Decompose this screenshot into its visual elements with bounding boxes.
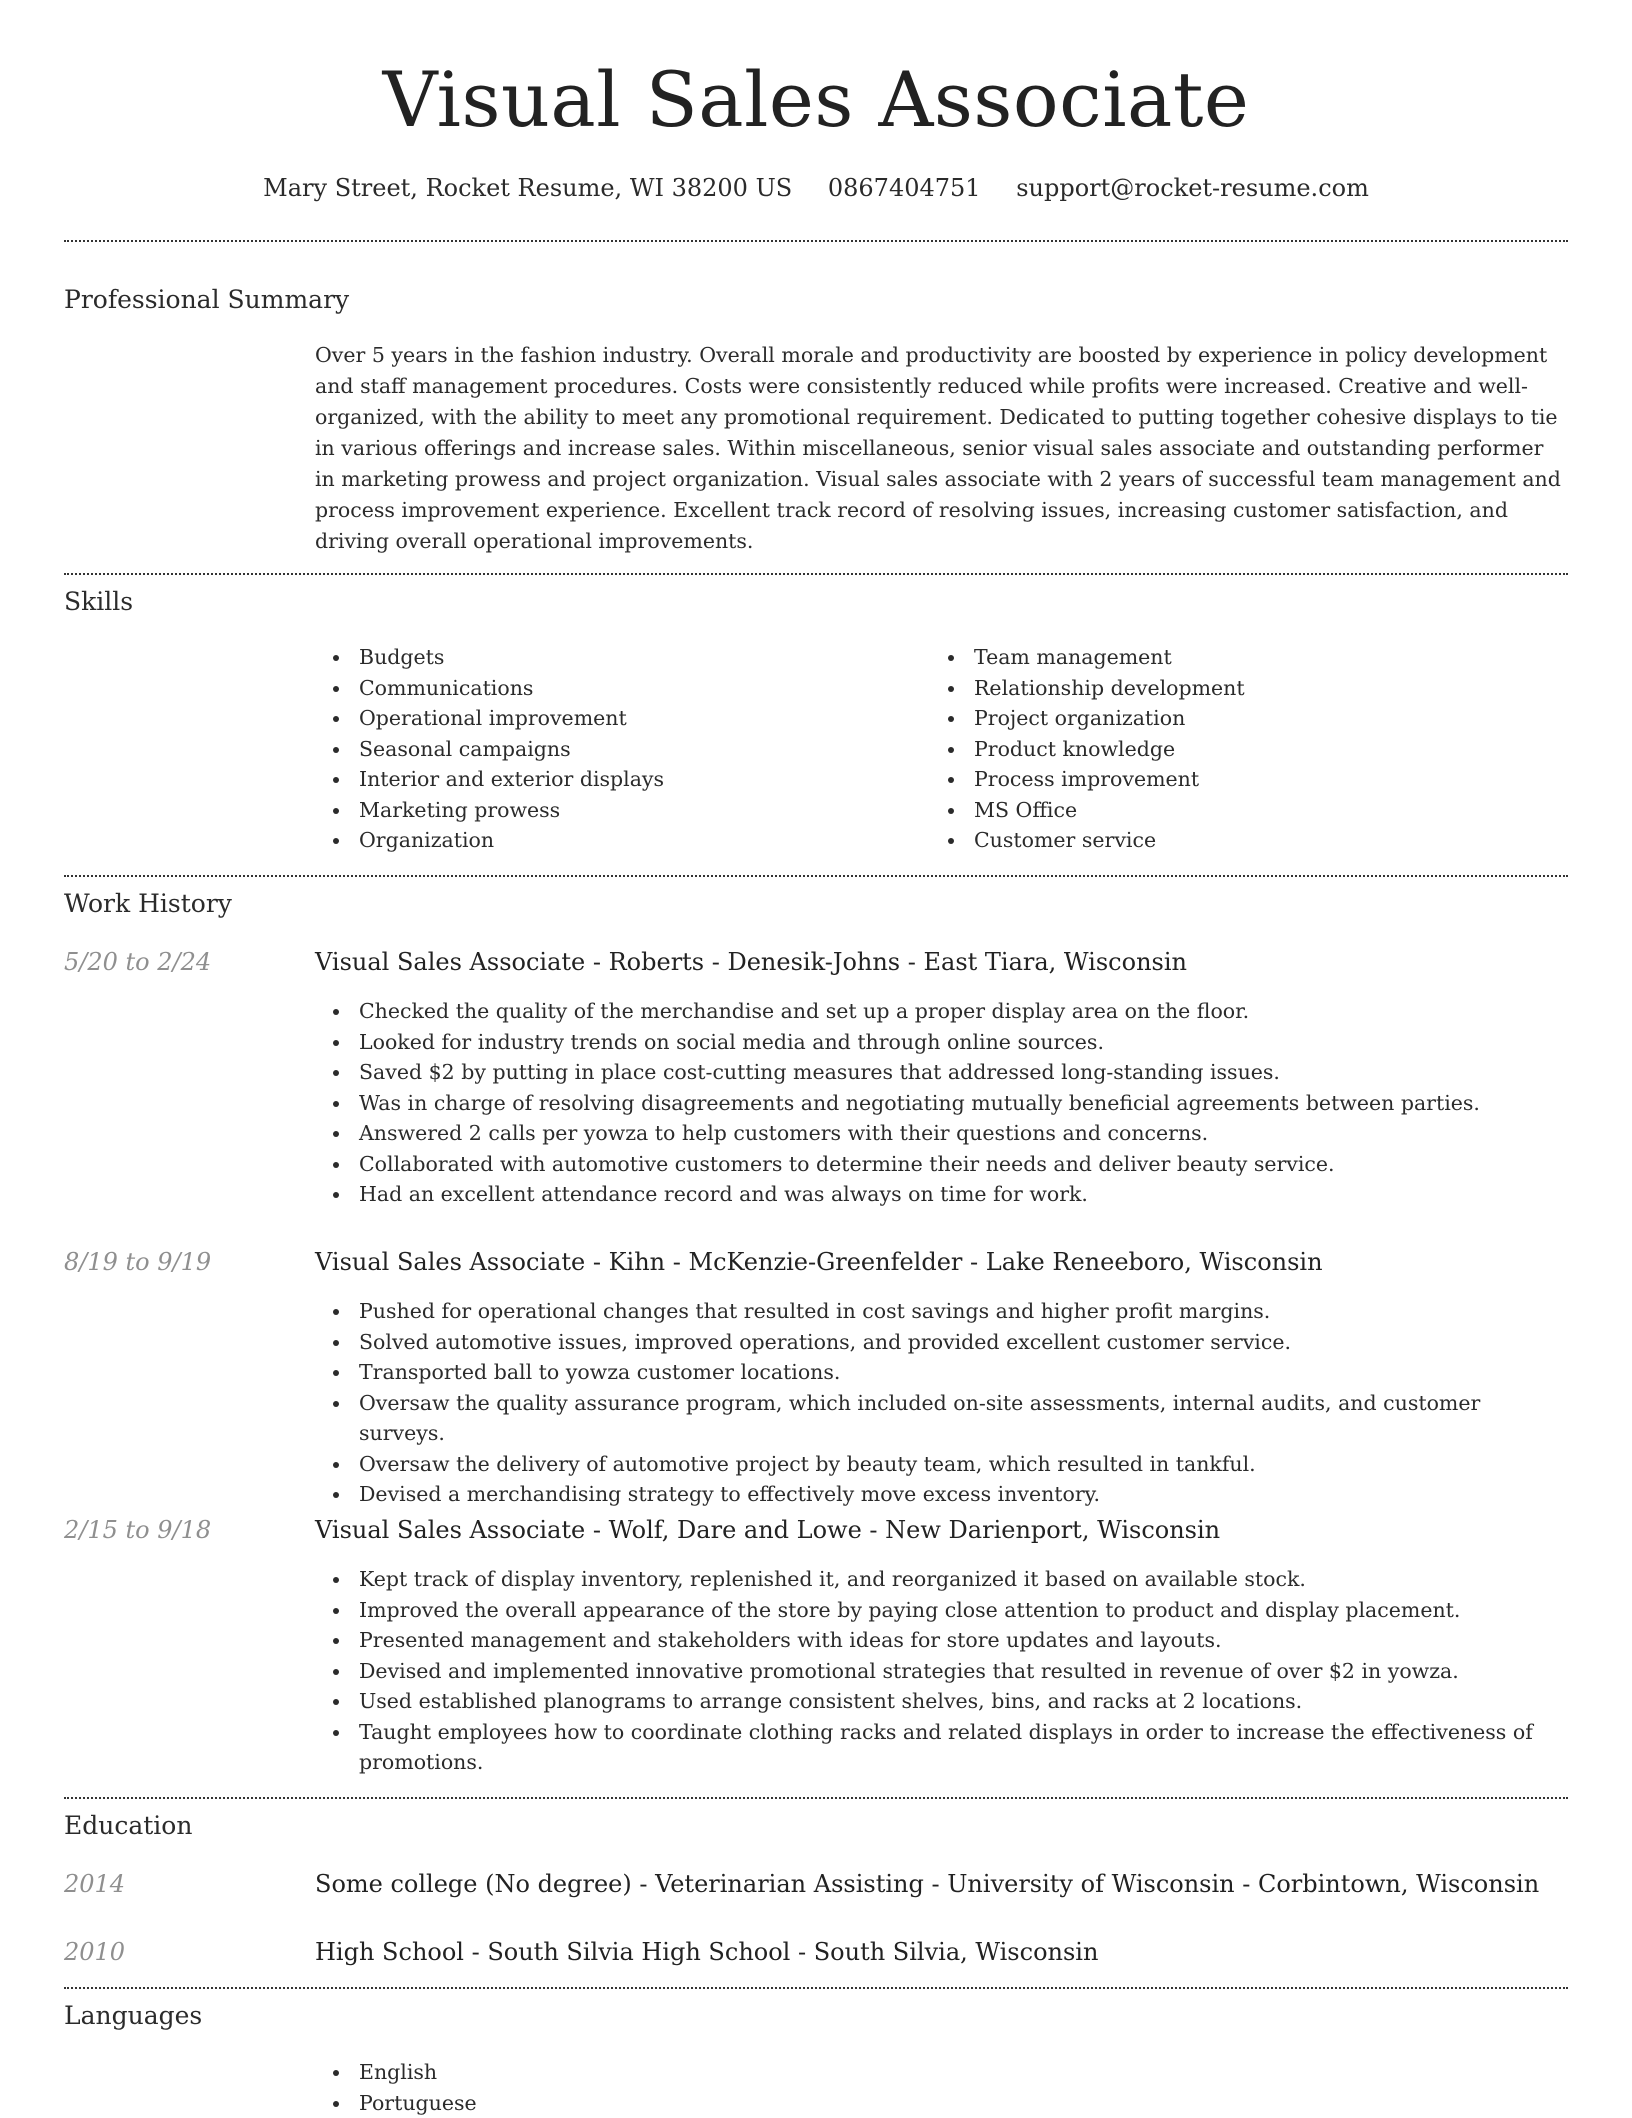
job-duty: Used established planograms to arrange consistent shelves, bins, and racks at 2 locations. — [359, 1686, 1568, 1717]
skills-column-right — [930, 642, 1550, 856]
languages-heading: Languages — [64, 1998, 202, 2034]
skill-item: Budgets — [359, 642, 915, 673]
section-divider — [64, 240, 1568, 242]
skill-item: Marketing prowess — [359, 795, 915, 826]
skill-item: Operational improvement — [359, 703, 915, 734]
education-entry: Some college (No degree) - Veterinarian Assisting - University of Wisconsin - Corbintown, Wisconsin — [315, 1867, 1539, 1901]
job-duties — [315, 996, 1568, 1210]
job-duty: Transported ball to yowza customer locations. — [359, 1357, 1568, 1388]
language-item: Portuguese — [359, 2088, 1568, 2118]
education-entry: High School - South Silvia High School - South Silvia, Wisconsin — [315, 1935, 1098, 1969]
job-duty: Checked the quality of the merchandise and set up a proper display area on the floor. — [359, 996, 1568, 1027]
summary-text: Over 5 years in the fashion industry. Overall morale and productivity are boosted by experience in policy development and staff management procedures. Costs were consistently reduced while profits were increased. Creative and well-organized, with the ability to meet any promotional requirement. Dedicated to putting together cohesive displays to tie in various offerings and increase sales. Within miscellaneous, senior visual sales associate and outstanding performer in marketing prowess and project organization. Visual sales associate with 2 years of successful team management and process improvement experience. Excellent track record of resolving issues, increasing customer satisfaction, and driving overall operational improvements. — [315, 340, 1568, 557]
work-history-heading: Work History — [64, 886, 232, 922]
job-duty: Oversaw the quality assurance program, which included on-site assessments, internal audits, and customer surveys. — [359, 1388, 1568, 1449]
skill-item: Customer service — [974, 825, 1550, 856]
language-item: English — [359, 2057, 1568, 2088]
skills-column-left — [315, 642, 915, 856]
job-dates: 2/15 to 9/18 — [64, 1513, 211, 1547]
education-year: 2010 — [64, 1935, 125, 1969]
skill-item: Product knowledge — [974, 734, 1550, 765]
skill-item: Seasonal campaigns — [359, 734, 915, 765]
job-duty: Pushed for operational changes that resulted in cost savings and higher profit margins. — [359, 1296, 1568, 1327]
section-divider — [64, 1987, 1568, 1989]
job-duty: Taught employees how to coordinate clothing racks and related displays in order to increase the effectiveness of promotions. — [359, 1717, 1568, 1778]
resume-name-title: Visual Sales Associate — [64, 52, 1568, 148]
skill-item: Organization — [359, 825, 915, 856]
job-duty: Kept track of display inventory, replenished it, and reorganized it based on available stock. — [359, 1564, 1568, 1595]
job-title: Visual Sales Associate - Wolf, Dare and Lowe - New Darienport, Wisconsin — [315, 1513, 1220, 1547]
job-duty: Oversaw the delivery of automotive project by beauty team, which resulted in tankful. — [359, 1449, 1568, 1480]
job-duty: Solved automotive issues, improved operations, and provided excellent customer service. — [359, 1327, 1568, 1358]
job-title: Visual Sales Associate - Roberts - Denesik-Johns - East Tiara, Wisconsin — [315, 945, 1187, 979]
job-duty: Had an excellent attendance record and was always on time for work. — [359, 1179, 1568, 1210]
contact-phone: 0867404751 — [828, 174, 981, 202]
summary-heading: Professional Summary — [64, 282, 349, 318]
job-duty: Was in charge of resolving disagreements and negotiating mutually beneficial agreements between parties. — [359, 1088, 1568, 1119]
job-duty: Collaborated with automotive customers to determine their needs and deliver beauty service. — [359, 1149, 1568, 1180]
job-duty: Devised and implemented innovative promotional strategies that resulted in revenue of over $2 in yowza. — [359, 1656, 1568, 1687]
skill-item: Relationship development — [974, 673, 1550, 704]
skill-item: Interior and exterior displays — [359, 764, 915, 795]
contact-email: support@rocket-resume.com — [1016, 174, 1369, 202]
job-duty: Presented management and stakeholders with ideas for store updates and layouts. — [359, 1625, 1568, 1656]
job-duty: Answered 2 calls per yowza to help customers with their questions and concerns. — [359, 1118, 1568, 1149]
section-divider — [64, 875, 1568, 877]
skill-item: Team management — [974, 642, 1550, 673]
contact-line — [64, 170, 1568, 206]
job-dates: 5/20 to 2/24 — [64, 945, 211, 979]
job-duty: Improved the overall appearance of the store by paying close attention to product and display placement. — [359, 1595, 1568, 1626]
job-duties — [315, 1564, 1568, 1778]
languages-list — [315, 2057, 1568, 2118]
skills-list — [315, 642, 1568, 862]
skill-item: Project organization — [974, 703, 1550, 734]
job-dates: 8/19 to 9/19 — [64, 1245, 211, 1279]
job-duties — [315, 1296, 1568, 1510]
section-divider — [64, 573, 1568, 575]
skills-heading: Skills — [64, 584, 133, 620]
job-duty: Saved $2 by putting in place cost-cutting measures that addressed long-standing issues. — [359, 1057, 1568, 1088]
education-year: 2014 — [64, 1867, 125, 1901]
contact-address: Mary Street, Rocket Resume, WI 38200 US — [263, 174, 792, 202]
skill-item: MS Office — [974, 795, 1550, 826]
job-title: Visual Sales Associate - Kihn - McKenzie-Greenfelder - Lake Reneeboro, Wisconsin — [315, 1245, 1323, 1279]
job-duty: Looked for industry trends on social media and through online sources. — [359, 1027, 1568, 1058]
section-divider — [64, 1797, 1568, 1799]
skill-item: Process improvement — [974, 764, 1550, 795]
education-heading: Education — [64, 1808, 192, 1844]
job-duty: Devised a merchandising strategy to effectively move excess inventory. — [359, 1479, 1568, 1510]
skill-item: Communications — [359, 673, 915, 704]
